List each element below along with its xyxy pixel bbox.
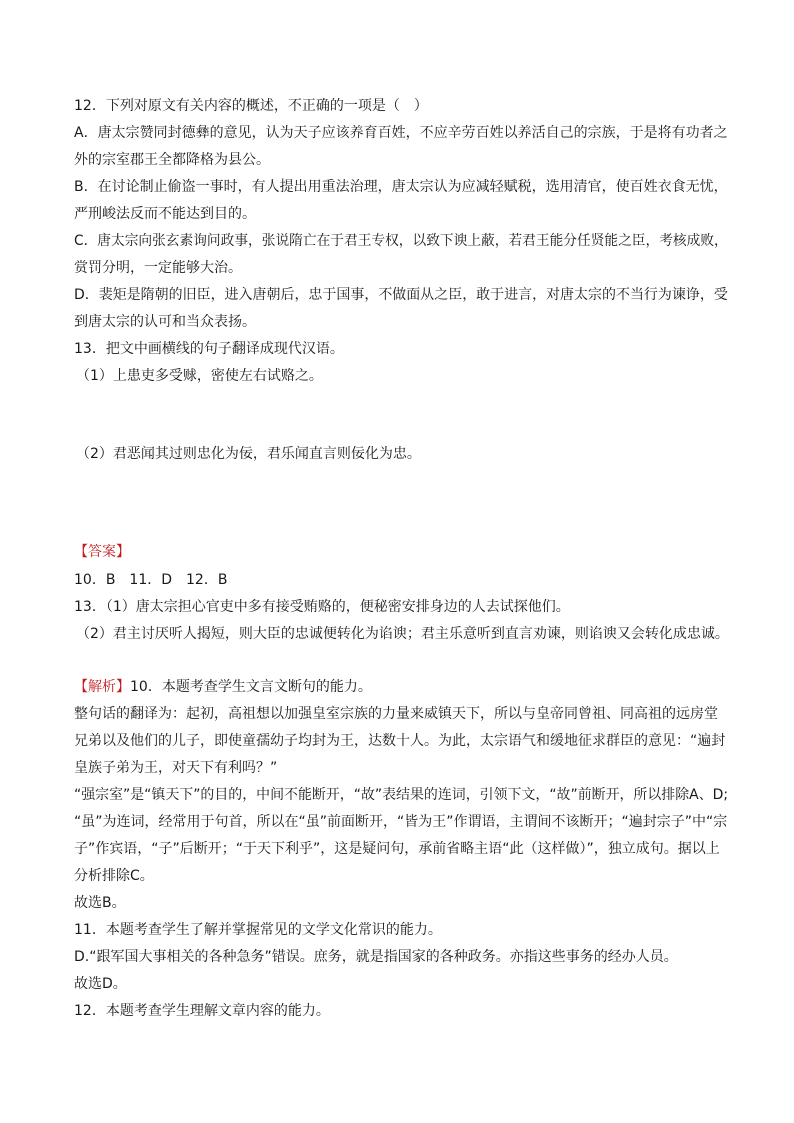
analysis-q10-line: 兄弟以及他们的儿子，即使童孺幼子均封为王，达数十人。为此，太宗语气和缓地征求群臣的意见：“遍封 (74, 733, 726, 749)
answer-translation-1: 13．（1）唐太宗担心官吏中多有接受贿赂的，便秘密安排身边的人去试探他们。 (74, 599, 570, 615)
answer-heading: 【答案】 (74, 544, 130, 560)
answer-mc: 10．B 11．D 12．B (74, 572, 228, 588)
q13-item-2: （2）君恶闻其过则忠化为佞，君乐闻直言则佞化为忠。 (76, 446, 421, 462)
analysis-q12-intro: 12．本题考查学生理解文章内容的能力。 (74, 1003, 330, 1019)
analysis-q10-intro (74, 677, 372, 697)
q13-item-1: （1）上患吏多受赇，密使左右试赂之。 (76, 368, 323, 384)
q12-stem: 12．下列对原文有关内容的概述，不正确的一项是（ ） (74, 98, 428, 114)
analysis-heading: 【解析】 (74, 679, 130, 695)
q12-option-c-line1: C．唐太宗向张玄素询问政事，张说隋亡在于君王专权，以致下谀上蔽，若君王能分任贤能之臣，考核成败， (74, 233, 728, 249)
q12-option-d-line2: 到唐太宗的认可和当众表扬。 (74, 314, 256, 330)
q12-option-a-line1: A．唐太宗赞同封德彝的意见，认为天子应该养育百姓，不应辛劳百姓以养活自己的宗族，于是将有功者之 (74, 125, 728, 141)
analysis-q10-intro-text: 10．本题考查学生文言文断句的能力。 (130, 679, 372, 695)
analysis-q11-intro: 11．本题考查学生了解并掌握常见的文学文化常识的能力。 (74, 922, 442, 938)
analysis-q10-line: 整句话的翻译为：起初，高祖想以加强皇室宗族的力量来威镇天下，所以与皇帝同曾祖、同高祖的远房堂 (74, 706, 718, 722)
analysis-q10-choice: 故选B。 (74, 895, 126, 911)
q13-stem: 13．把文中画横线的句子翻译成现代汉语。 (74, 341, 344, 357)
analysis-q10-line: 分析排除C。 (74, 868, 154, 884)
answer-translation-2: （2）君主讨厌听人揭短，则大臣的忠诚便转化为谄谀；君主乐意听到直言劝谏，则谄谀又会转化成忠诚。 (76, 626, 729, 642)
analysis-q10-line: “强宗室”是“镇天下”的目的，中间不能断开，“故”表结果的连词，引领下文，“故”前断开，所以排除A、D; (74, 787, 729, 803)
q12-option-b-line1: B．在讨论制止偷盗一事时，有人提出用重法治理，唐太宗认为应减轻赋税，选用清官，使百姓衣食无忧， (74, 179, 728, 195)
analysis-q11-choice: 故选D。 (74, 976, 127, 992)
q12-option-d-line1: D．裴矩是隋朝的旧臣，进入唐朝后，忠于国事，不做面从之臣，敢于进言，对唐太宗的不当行为谏诤，受 (74, 287, 728, 303)
analysis-q10-line: “虽”为连词，经常用于句首，所以在“虽”前面断开，“皆为王”作谓语，主谓间不该断开；“遍封宗子”中“宗 (74, 814, 728, 830)
analysis-q10-line: 子”作宾语，“子”后断开；“于天下利乎”，这是疑问句，承前省略主语“此（这样做）”，独立成句。据以上 (74, 841, 720, 857)
q12-option-c-line2: 赏罚分明，一定能够大治。 (74, 260, 242, 276)
analysis-q10-line: 皇族子弟为王，对天下有利吗？” (74, 760, 278, 776)
q12-option-b-line2: 严刑峻法反而不能达到目的。 (74, 206, 256, 222)
q12-option-a-line2: 外的宗室郡王全都降格为县公。 (74, 152, 270, 168)
analysis-q11-line: D.“跟军国大事相关的各种急务”错误。庶务，就是指国家的各种政务。亦指这些事务的经办人员。 (74, 949, 678, 965)
